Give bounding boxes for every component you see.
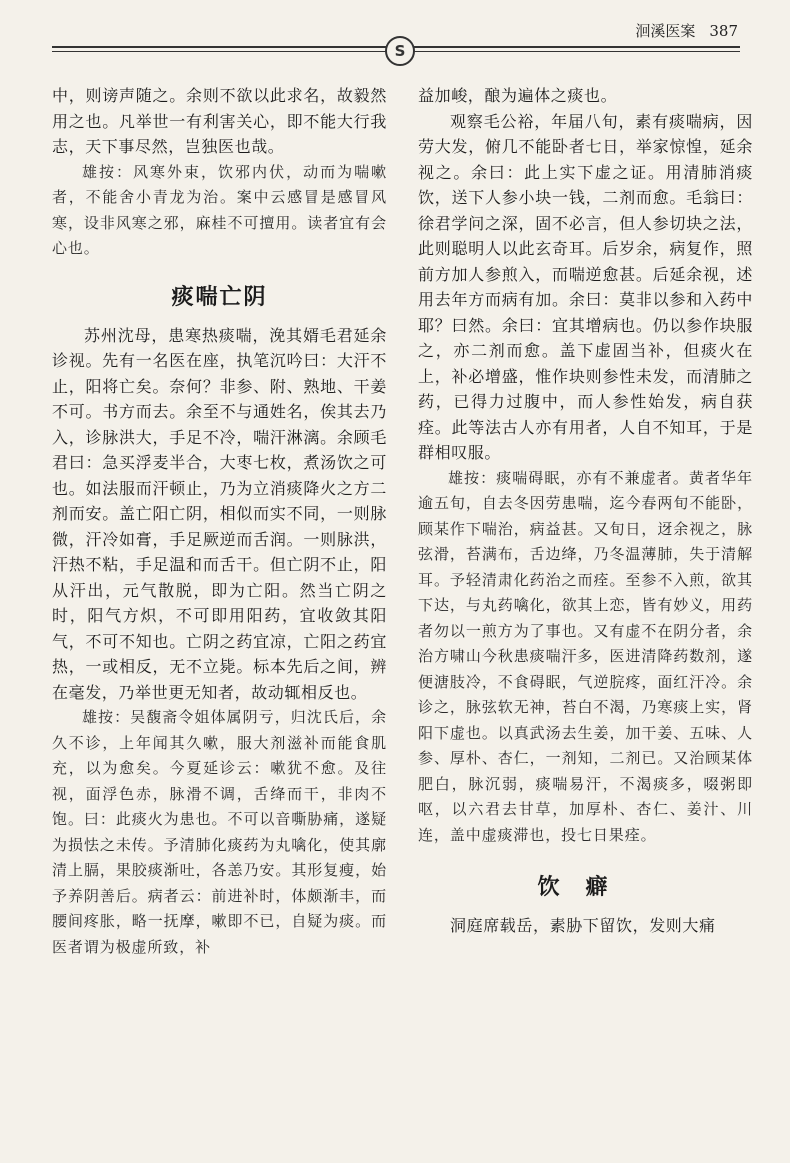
commentary-paragraph: 雄按：风寒外束，饮邪内伏，动而为喘嗽者，不能舍小青龙为治。案中云感冒是感冒风寒，设非风寒之邪，麻桂不可擅用。读者宜有会心也。 <box>52 162 387 257</box>
paragraph: 益加峻，酿为遍体之痰也。 <box>418 86 618 105</box>
page-number: 387 <box>709 22 738 40</box>
publisher-seal-icon: S <box>385 36 415 66</box>
paragraph: 洞庭席载岳，素胁下留饮，发则大痛 <box>450 916 716 935</box>
running-head <box>629 20 738 41</box>
commentary-paragraph: 雄按：痰喘碍眠，亦有不兼虚者。黄者华年逾五旬，自去冬因劳患喘，迄今春两旬不能卧，顾某作下喘治，病益甚。又旬日，迓余视之，脉弦滑，苔满布，舌边绛，乃冬温薄肺，失于清解耳。予轻清肃化药治之而痊。至参不入煎，欲其下达，与丸药噙化，欲其上恋，皆有妙义，用药者勿以一煎方为了事也。又有虚不在阴分者，余治方啸山今秋患痰喘汗多，医进清降药数剂，遂便溏肢冷，不食碍眠，气逆脘疼，面红汗冷。余诊之，脉弦软无神，苔白不渴，乃寒痰上实，肾阳下虚也。以真武汤去生姜，加干姜、五味、人参、厚朴、杏仁，一剂知，二剂已。又治顾某体肥白，脉沉弱，痰喘易汗，不渴痰多，啜粥即呕，以六君去甘草，加厚朴、杏仁、姜汁、川连，盖中虚痰滞也，投七日果痊。 <box>418 468 753 844</box>
section-title: 饮癖 <box>537 875 634 900</box>
commentary-paragraph: 雄按：吴馥斋令姐体属阴亏，归沈氏后，余久不诊，上年闻其久嗽，服大剂滋补而能食肌充，以为愈矣。今夏延诊云：嗽犹不愈。及往视，面浮色赤，脉滑不调，舌绛而干，非肉不饱。曰：此痰火为患也。不可以音嘶胁痛，遂疑为损怯之未传。予清肺化痰药为丸噙化，使其廓清上膈，果胶痰渐吐，各恙乃安。其形复瘦，始予养阴善后。病者云：前进补时，体颇渐丰，而腰间疼胀，略一抚摩，嗽即不已，自疑为痰。而医者谓为极虚所致，补 <box>52 708 387 956</box>
paragraph: 观察毛公裕，年届八旬，素有痰喘病，因劳大发，俯几不能卧者七日，举家惊惶，延余视之。余曰：此上实下虚之证。用清肺消痰饮，送下人参小块一钱，二剂而愈。毛翁曰：徐君学问之深，固不必言，但人参切块之法，此则聪明人以此玄奇耳。后岁余，病复作，照前方加人参煎入，而喘逆愈甚。后延余视，述用去年方而病有加。余曰：莫非以参和入药中耶？曰然。余曰：宜其增病也。仍以参作块服之，亦二剂而愈。盖下虚固当补，但痰火在上，补必增盛，惟作块则参性未发，而清肺之药，已得力过腹中，而人参性始发，病自获痊。此等法古人亦有用者，人自不知耳，于是群相叹服。 <box>418 111 753 462</box>
left-column <box>52 83 387 960</box>
right-column <box>418 83 753 939</box>
book-title: 洄溪医案 <box>635 22 696 40</box>
paragraph: 中，则谤声随之。余则不欲以此求名，故毅然用之也。凡举世一有利害关心，即不能大行我志，天下事尽然，岂独医也哉。 <box>52 86 387 156</box>
paragraph: 苏州沈母，患寒热痰喘，浼其婿毛君延余诊视。先有一名医在座，执笔沉吟曰：大汗不止，阳将亡矣。奈何？非参、附、熟地、干姜不可。书方而去。余至不与通姓名，俟其去乃入，诊脉洪大，手足不冷，喘汗淋漓。余顾毛君曰：急买浮麦半合，大枣七枚，煮汤饮之可也。如法服而汗顿止，乃为立消痰降火之方二剂而安。盖亡阳亡阴，相似而实不同，一则脉微，汗冷如膏，手足厥逆而舌润。一则脉洪，汗热不粘，手足温和而舌干。但亡阴不止，阳从汗出，元气散脱，即为亡阳。然当亡阴之时，阳气方炽，不可即用阳药，宜收敛其阳气，不可不知也。亡阴之药宜凉，亡阳之药宜热，一或相反，无不立毙。标本先后之间，辨在毫发，乃举世更无知者，故动辄相反也。 <box>52 325 387 702</box>
section-title: 痰喘亡阴 <box>171 284 268 310</box>
